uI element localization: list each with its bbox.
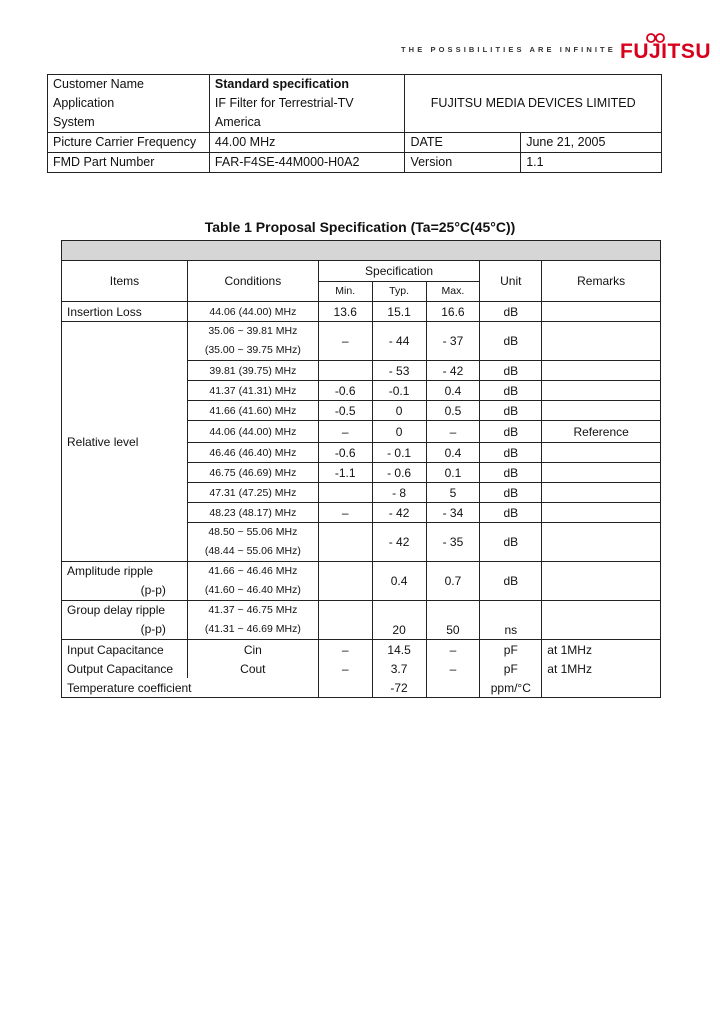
condition: 41.66 (41.60) MHz	[187, 401, 318, 421]
max-value: - 42	[426, 361, 480, 381]
max-value: –	[426, 659, 480, 678]
customer-name-value: Standard specification	[209, 75, 405, 95]
max-value: - 34	[426, 503, 480, 523]
header-unit: Unit	[480, 261, 542, 302]
part-number-label: FMD Part Number	[48, 153, 210, 173]
typ-value: 0.4	[372, 562, 426, 601]
max-value: 50	[426, 601, 480, 640]
min-value	[318, 601, 372, 640]
item-label: Group delay ripple	[67, 603, 166, 617]
picture-carrier-value: 44.00 MHz	[209, 133, 405, 153]
typ-value: -72	[372, 678, 426, 698]
min-value	[318, 523, 372, 562]
typ-value: 14.5	[372, 640, 426, 660]
unit-value: dB	[480, 443, 542, 463]
picture-carrier-label: Picture Carrier Frequency	[48, 133, 210, 153]
condition: Cin	[187, 640, 318, 660]
min-value: 13.6	[318, 302, 372, 322]
header-remarks: Remarks	[542, 261, 661, 302]
min-value: -0.6	[318, 381, 372, 401]
date-label: DATE	[405, 133, 521, 153]
min-value: –	[318, 322, 372, 361]
condition: 47.31 (47.25) MHz	[187, 483, 318, 503]
table-row	[62, 562, 661, 601]
condition	[187, 601, 318, 640]
typ-value: -0.1	[372, 381, 426, 401]
max-value: 5	[426, 483, 480, 503]
remark-value	[542, 302, 661, 322]
unit-value: dB	[480, 483, 542, 503]
fujitsu-logo: FUJITSU	[620, 40, 712, 63]
typ-value: - 0.1	[372, 443, 426, 463]
item-pp-label: (p-p)	[140, 622, 166, 636]
table-row	[62, 322, 661, 361]
table-header-bar	[62, 241, 661, 261]
min-value: -0.6	[318, 443, 372, 463]
table-row	[62, 302, 661, 322]
header-min: Min.	[318, 281, 372, 302]
header-specification: Specification	[318, 261, 480, 282]
max-value: –	[426, 421, 480, 443]
table-row	[62, 678, 661, 698]
unit-value: ns	[480, 601, 542, 640]
unit-value: dB	[480, 562, 542, 601]
condition-line: 48.50 ~ 55.06 MHz	[208, 526, 298, 538]
remark-value: at 1MHz	[542, 640, 661, 660]
header-items: Items	[62, 261, 188, 302]
remark-value	[542, 483, 661, 503]
remark-value	[542, 381, 661, 401]
condition	[187, 562, 318, 601]
version-label: Version	[405, 153, 521, 173]
condition: 41.37 (41.31) MHz	[187, 381, 318, 401]
max-value: –	[426, 640, 480, 660]
condition	[187, 322, 318, 361]
condition: 46.75 (46.69) MHz	[187, 463, 318, 483]
unit-value: dB	[480, 381, 542, 401]
condition-line-alt: (41.31 ~ 46.69 MHz)	[204, 623, 301, 635]
unit-value: pF	[480, 659, 542, 678]
typ-value: - 0.6	[372, 463, 426, 483]
remark-value	[542, 463, 661, 483]
condition: 48.23 (48.17) MHz	[187, 503, 318, 523]
max-value	[426, 678, 480, 698]
item-label: Amplitude ripple	[67, 564, 154, 578]
max-value: 0.5	[426, 401, 480, 421]
max-value: - 37	[426, 322, 480, 361]
condition	[187, 523, 318, 562]
condition: 39.81 (39.75) MHz	[187, 361, 318, 381]
max-value: - 35	[426, 523, 480, 562]
item-output-capacitance: Output Capacitance	[62, 659, 188, 678]
typ-value: - 42	[372, 523, 426, 562]
condition: Cout	[187, 659, 318, 678]
unit-value: ppm/°C	[480, 678, 542, 698]
condition-line-alt: (48.44 ~ 55.06 MHz)	[204, 545, 301, 557]
header-typ: Typ.	[372, 281, 426, 302]
brand-tagline: THE POSSIBILITIES ARE INFINITE	[401, 45, 616, 54]
unit-value: dB	[480, 322, 542, 361]
unit-value: dB	[480, 401, 542, 421]
unit-value: dB	[480, 361, 542, 381]
remark-value	[542, 322, 661, 361]
condition: 44.06 (44.00) MHz	[187, 302, 318, 322]
item-insertion-loss: Insertion Loss	[62, 302, 188, 322]
remark-value	[542, 678, 661, 698]
application-label: Application	[48, 94, 210, 113]
max-value: 0.1	[426, 463, 480, 483]
remark-value	[542, 601, 661, 640]
max-value: 0.7	[426, 562, 480, 601]
version-value: 1.1	[521, 153, 662, 173]
typ-value: 20	[372, 601, 426, 640]
typ-value: - 53	[372, 361, 426, 381]
typ-value: 0	[372, 421, 426, 443]
item-pp-label: (p-p)	[140, 583, 166, 597]
remark-value: Reference	[542, 421, 661, 443]
condition: 46.46 (46.40) MHz	[187, 443, 318, 463]
typ-value: 3.7	[372, 659, 426, 678]
remark-value	[542, 503, 661, 523]
company-name: FUJITSU MEDIA DEVICES LIMITED	[405, 75, 662, 133]
table-row	[62, 640, 661, 660]
remark-value	[542, 361, 661, 381]
item-input-capacitance: Input Capacitance	[62, 640, 188, 660]
remark-value: at 1MHz	[542, 659, 661, 678]
max-value: 0.4	[426, 381, 480, 401]
unit-value: dB	[480, 302, 542, 322]
item-group-delay-ripple	[62, 601, 188, 640]
typ-value: 15.1	[372, 302, 426, 322]
system-value: America	[209, 113, 405, 133]
condition-line: 35.06 ~ 39.81 MHz	[208, 325, 298, 337]
typ-value: 0	[372, 401, 426, 421]
item-amplitude-ripple	[62, 562, 188, 601]
header-conditions: Conditions	[187, 261, 318, 302]
typ-value: - 44	[372, 322, 426, 361]
unit-value: dB	[480, 463, 542, 483]
condition-line-alt: (41.60 ~ 46.40 MHz)	[204, 584, 301, 596]
remark-value	[542, 443, 661, 463]
item-temperature-coefficient: Temperature coefficient	[62, 678, 319, 698]
min-value: -0.5	[318, 401, 372, 421]
condition-line-alt: (35.00 ~ 39.75 MHz)	[204, 344, 301, 356]
remark-value	[542, 401, 661, 421]
min-value: –	[318, 503, 372, 523]
table-row	[62, 659, 661, 678]
min-value: –	[318, 640, 372, 660]
item-relative-level: Relative level	[62, 322, 188, 562]
min-value	[318, 562, 372, 601]
typ-value: - 42	[372, 503, 426, 523]
system-label: System	[48, 113, 210, 133]
unit-value: dB	[480, 503, 542, 523]
min-value	[318, 483, 372, 503]
remark-value	[542, 523, 661, 562]
customer-name-label: Customer Name	[48, 75, 210, 95]
application-value: IF Filter for Terrestrial-TV	[209, 94, 405, 113]
typ-value: - 8	[372, 483, 426, 503]
max-value: 0.4	[426, 443, 480, 463]
min-value: –	[318, 659, 372, 678]
unit-value: pF	[480, 640, 542, 660]
table-row	[62, 601, 661, 640]
condition: 44.06 (44.00) MHz	[187, 421, 318, 443]
max-value: 16.6	[426, 302, 480, 322]
date-value: June 21, 2005	[521, 133, 662, 153]
min-value: -1.1	[318, 463, 372, 483]
condition-line: 41.66 ~ 46.46 MHz	[208, 565, 298, 577]
min-value	[318, 678, 372, 698]
remark-value	[542, 562, 661, 601]
part-number-value: FAR-F4SE-44M000-H0A2	[209, 153, 405, 173]
min-value	[318, 361, 372, 381]
condition-line: 41.37 ~ 46.75 MHz	[208, 604, 298, 616]
header-info-table	[47, 74, 662, 173]
spec-table	[61, 240, 661, 698]
header-max: Max.	[426, 281, 480, 302]
spec-table-title: Table 1 Proposal Specification (Ta=25°C(45°C))	[204, 219, 516, 235]
unit-value: dB	[480, 421, 542, 443]
unit-value: dB	[480, 523, 542, 562]
min-value: –	[318, 421, 372, 443]
